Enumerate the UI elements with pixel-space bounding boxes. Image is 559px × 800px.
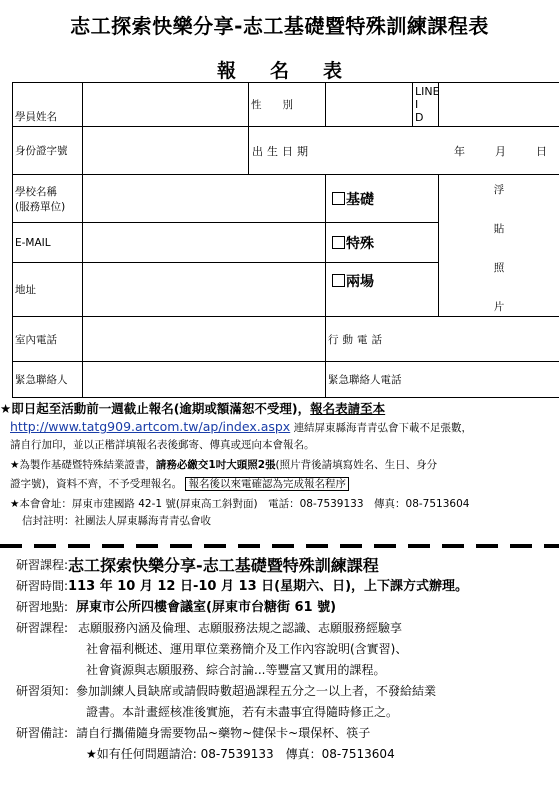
name-label: 學員姓名 xyxy=(13,83,83,127)
dob-field[interactable] xyxy=(249,127,559,175)
mobile-label: 行動電話 xyxy=(328,333,386,346)
notes-section xyxy=(0,400,559,530)
info-course-value: 志工探索快樂分享-志工基礎暨特殊訓練課程 xyxy=(68,556,379,575)
download-link[interactable]: http://www.tatg909.artcom.tw/ap/index.aspx xyxy=(10,419,291,434)
info-place-value: 屏東市公所四樓會議室(屏東市台糖街 61 號) xyxy=(76,600,337,615)
note-2-detail2: 證字號)，資料不齊，不予受理報名。 xyxy=(10,478,183,490)
dob-label: 出生日期 xyxy=(252,144,312,158)
email-field[interactable] xyxy=(83,223,326,263)
course-special-label: 特殊 xyxy=(346,235,374,252)
note-1-line3: 請自行加印，並以正楷詳填報名表後郵寄、傳真或逕向本會報名。 xyxy=(10,439,315,451)
info-remark-label: 研習備註: xyxy=(16,726,69,740)
checkbox-both[interactable] xyxy=(332,274,345,287)
note-2 xyxy=(0,457,559,474)
home-phone-label: 室內電話 xyxy=(13,317,83,362)
info-notice-line2: 證書。本計畫經核准後實施，若有未盡事宜得隨時修正之。 xyxy=(86,705,399,719)
id-number-label: 身份證字號 xyxy=(13,127,83,175)
note-2-text: ★為製作基礎暨特殊結業證書， xyxy=(10,459,156,471)
course-option-special[interactable] xyxy=(326,223,439,263)
info-place-row xyxy=(16,597,556,618)
emergency-phone-field[interactable] xyxy=(326,362,559,398)
course-option-both[interactable] xyxy=(326,263,439,317)
checkbox-special[interactable] xyxy=(332,236,345,249)
checkbox-basic[interactable] xyxy=(332,192,345,205)
note-2-detail: (照片背後請填寫姓名、生日、身分 xyxy=(275,459,438,471)
note-1-link-desc: 連結屏東縣海青青弘會下載不足張數， xyxy=(293,422,473,434)
photo-char-3: 照 xyxy=(493,262,505,274)
info-time-value: 113 年 10 月 12 日-10 月 13 日(星期六、日)，上下課方式辦理。 xyxy=(68,579,469,594)
info-course-row xyxy=(16,555,556,576)
note-1-line2 xyxy=(0,418,559,437)
info-time-row xyxy=(16,576,556,597)
dob-day: 日 xyxy=(536,144,547,158)
info-notice-line1: 參加訓練人員缺席或請假時數超過課程五分之一以上者，不發給結業 xyxy=(76,684,437,698)
photo-char-2: 貼 xyxy=(493,223,505,235)
note-2-line2 xyxy=(0,476,559,493)
line-id-label-id: I D xyxy=(415,98,430,124)
address-label: 地址 xyxy=(13,263,83,317)
note-1-text: ★即日起至活動前一週截止報名(逾期或額滿恕不受理)， xyxy=(0,401,311,416)
course-both-label: 兩場 xyxy=(346,274,374,290)
email-label: E-MAIL xyxy=(13,223,83,263)
info-content-label: 研習課程: xyxy=(16,621,69,635)
info-time-label: 研習時間: xyxy=(16,579,69,593)
line-id-label-line: LINE xyxy=(415,85,440,98)
emergency-contact-label: 緊急聯絡人 xyxy=(13,362,83,398)
page-title: 志工探索快樂分享-志工基礎暨特殊訓練課程表 xyxy=(70,14,489,38)
dob-year: 年 xyxy=(454,144,465,158)
info-remark-row xyxy=(16,723,556,744)
info-place-label: 研習地點: xyxy=(16,600,69,614)
registration-form-table xyxy=(12,82,559,398)
info-content-line3: 社會資源與志願服務、綜合討論...等豐富又實用的課程。 xyxy=(86,663,386,677)
line-id-field[interactable] xyxy=(439,83,559,127)
photo-char-1: 浮 xyxy=(493,184,505,196)
info-notice-row xyxy=(16,681,556,702)
course-basic-label: 基礎 xyxy=(346,191,374,208)
school-label-line2: (服務單位) xyxy=(15,200,66,213)
address-field[interactable] xyxy=(83,263,326,317)
course-info-section xyxy=(16,555,556,765)
gender-label: 性 別 xyxy=(249,83,326,127)
form-subtitle: 報名表 xyxy=(216,60,376,82)
info-course-label: 研習課程: xyxy=(16,558,69,572)
note-1-emphasis: 報名表請至本 xyxy=(310,401,386,416)
school-field[interactable] xyxy=(83,175,326,223)
photo-placeholder xyxy=(439,175,559,317)
note-2-emphasis: 請務必繳交1吋大頭照2張 xyxy=(155,459,276,471)
school-label-line1: 學校名稱 xyxy=(15,185,57,198)
dob-month: 月 xyxy=(495,144,506,158)
info-content-line2: 社會福利概述、運用單位業務簡介及工作內容說明(含實習)、 xyxy=(86,642,408,656)
line-id-label xyxy=(413,83,439,127)
info-remark-line2: ★如有任何問題請洽: 08-7539133 傳真：08-7513604 xyxy=(86,747,395,761)
id-number-field[interactable] xyxy=(83,127,249,175)
mobile-field[interactable] xyxy=(326,317,559,362)
note-2-boxed: 報名後以來電確認為完成報名程序 xyxy=(185,477,349,491)
info-remark-line1: 請自行攜備隨身需要物品~藥物~健保卡~環保杯、筷子 xyxy=(76,726,371,740)
info-content-line1: 志願服務內涵及倫理、志願服務法規之認識、志願服務經驗享 xyxy=(78,621,403,635)
info-content-row xyxy=(16,618,556,639)
note-4: 信封註明：社團法人屏東縣海青青弘會收 xyxy=(22,515,211,527)
gender-field[interactable] xyxy=(326,83,413,127)
emergency-contact-field[interactable] xyxy=(83,362,326,398)
name-field[interactable] xyxy=(83,83,249,127)
note-1 xyxy=(0,400,559,418)
emergency-phone-label: 緊急聯絡人電話 xyxy=(328,374,402,386)
course-option-basic[interactable] xyxy=(326,175,439,223)
dashed-divider xyxy=(0,544,559,548)
photo-char-4: 片 xyxy=(493,301,505,313)
note-3: ★本會會址：屏東市建國路 42-1 號(屏東高工斜對面) 電話：08-7539133 傳真：08-7513604 xyxy=(10,498,470,510)
home-phone-field[interactable] xyxy=(83,317,326,362)
info-notice-label: 研習須知： xyxy=(16,684,77,698)
school-label xyxy=(13,175,83,223)
